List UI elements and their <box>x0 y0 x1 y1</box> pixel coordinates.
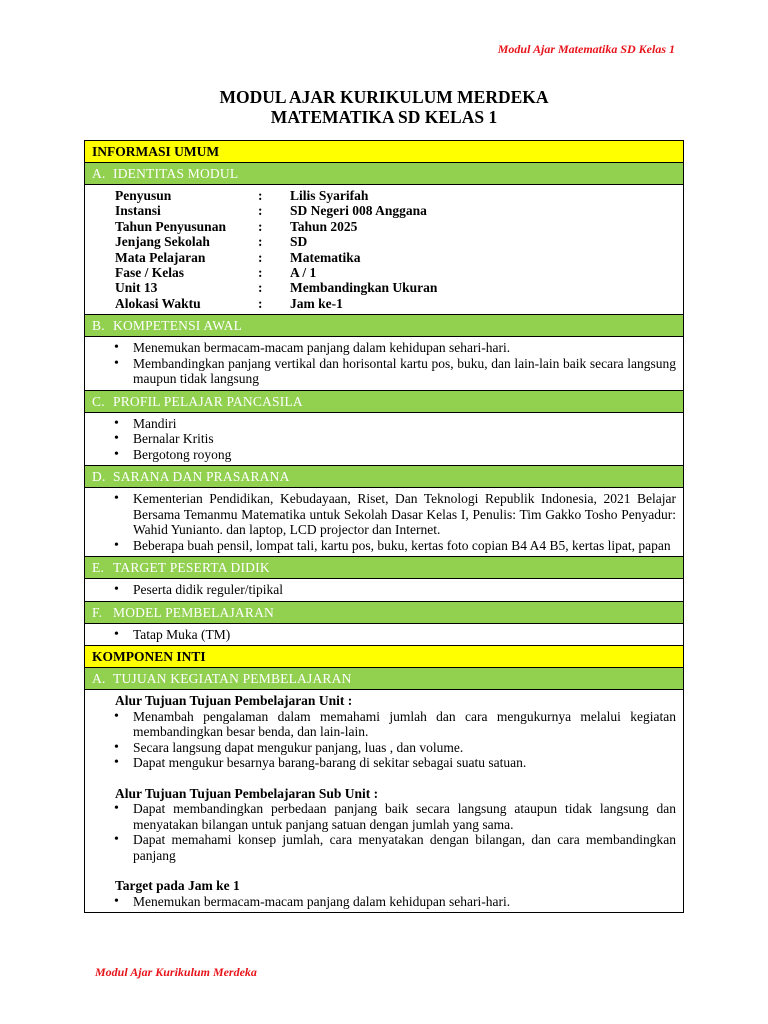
sarana-heading: SARANA DAN PRASARANA <box>113 469 290 485</box>
tujuan-letter: A. <box>92 671 106 687</box>
sarana-letter: D. <box>92 469 106 485</box>
kompetensi-body <box>85 337 683 391</box>
identitas-sep: : <box>258 218 263 234</box>
list-item: • Beberapa buah pensil, lompat tali, kartu pos, buku, kertas foto copian B4 A4 B5, kertas lipat, papan <box>133 538 676 554</box>
list-item: • Membandingkan panjang vertikal dan horisontal kartu pos, buku, dan lain-lain baik secara langsung maupun tidak langsung <box>133 356 676 387</box>
identitas-heading: IDENTITAS MODUL <box>113 166 239 181</box>
identitas-header <box>85 163 683 185</box>
identitas-row <box>115 203 676 218</box>
list-item: • Kementerian Pendidikan, Kebudayaan, Riset, Dan Teknologi Republik Indonesia, 2021 Belajar Bersama Temanmu Matematika untuk Sekolah Dasar Kelas I, Penulis: Tim Gakko Tosho Penyadur: Wahid Yunianto. dan laptop, LCD projector dan Internet. <box>133 491 676 538</box>
identitas-key: Unit 13 <box>115 280 158 296</box>
identitas-key: Jenjang Sekolah <box>115 234 210 250</box>
sarana-body <box>85 488 683 557</box>
profil-letter: C. <box>92 393 105 409</box>
list-item: • Dapat mengukur besarnya barang-barang di sekitar sebagai suatu satuan. <box>133 755 676 771</box>
header-note: Modul Ajar Matematika SD Kelas 1 <box>497 42 675 56</box>
identitas-sep: : <box>258 295 263 311</box>
model-letter: F. <box>92 604 103 620</box>
list-item: • Secara langsung dapat mengukur panjang, luas , dan volume. <box>133 740 676 756</box>
sarana-header <box>85 466 683 488</box>
target-heading: TARGET PESERTA DIDIK <box>113 560 270 576</box>
identitas-value: Jam ke-1 <box>290 295 343 311</box>
model-body <box>85 624 683 647</box>
identitas-row <box>115 234 676 249</box>
footer-note: Modul Ajar Kurikulum Merdeka <box>95 965 257 979</box>
identitas-letter: A. <box>92 166 106 181</box>
profil-header <box>85 391 683 413</box>
kompetensi-letter: B. <box>92 318 105 334</box>
unit-subtitle: Alur Tujuan Tujuan Pembelajaran Unit : <box>115 693 353 709</box>
subunit-subtitle: Alur Tujuan Tujuan Pembelajaran Sub Unit : <box>115 785 379 801</box>
identitas-key: Penyusun <box>115 188 172 203</box>
model-header <box>85 602 683 624</box>
profil-heading: PROFIL PELAJAR PANCASILA <box>113 393 303 409</box>
list-item: • Menambah pengalaman dalam memahami jumlah dan cara mengukurnya melalui kegiatan membandingkan besar benda, dan lain-lain. <box>133 709 676 740</box>
identitas-value: SD <box>290 234 308 250</box>
identitas-value: Tahun 2025 <box>290 218 358 234</box>
identitas-key: Alokasi Waktu <box>115 295 201 311</box>
identitas-key: Mata Pelajaran <box>115 249 206 265</box>
list-item: • Bernalar Kritis <box>133 431 676 447</box>
tujuan-body <box>85 690 683 912</box>
title-line-1: MODUL AJAR KURIKULUM MERDEKA <box>219 87 549 107</box>
identitas-sep: : <box>258 280 263 296</box>
kompetensi-heading: KOMPETENSI AWAL <box>113 318 243 334</box>
title-line-2: MATEMATIKA SD KELAS 1 <box>270 107 498 127</box>
identitas-body <box>85 185 683 315</box>
identitas-key: Fase / Kelas <box>115 264 184 280</box>
kompetensi-header <box>85 315 683 337</box>
identitas-key: Instansi <box>115 203 161 219</box>
list-item: • Mandiri <box>133 416 676 432</box>
identitas-key: Tahun Penyusunan <box>115 218 226 234</box>
target-letter: E. <box>92 560 105 576</box>
identitas-value: Lilis Syarifah <box>290 188 369 203</box>
identitas-row <box>115 188 676 203</box>
identitas-value: SD Negeri 008 Anggana <box>290 203 427 219</box>
list-item: • Menemukan bermacam-macam panjang dalam kehidupan sehari-hari. <box>133 894 676 910</box>
identitas-row <box>115 296 676 311</box>
document-title <box>0 87 768 127</box>
identitas-value: Membandingkan Ukuran <box>290 280 438 296</box>
tujuan-heading: TUJUAN KEGIATAN PEMBELAJARAN <box>113 671 352 687</box>
jam-subtitle: Target pada Jam ke 1 <box>115 878 240 894</box>
target-body <box>85 579 683 602</box>
identitas-sep: : <box>258 249 263 265</box>
identitas-value: A / 1 <box>290 264 317 280</box>
profil-body <box>85 413 683 467</box>
identitas-row <box>115 280 676 295</box>
identitas-row <box>115 265 676 280</box>
identitas-value: Matematika <box>290 249 361 265</box>
tujuan-header <box>85 668 683 690</box>
identitas-sep: : <box>258 203 263 219</box>
list-item: • Dapat memahami konsep jumlah, cara menyatakan dengan bilangan, dan cara membandingkan panjang <box>133 832 676 863</box>
identitas-sep: : <box>258 188 263 203</box>
informasi-umum-header: INFORMASI UMUM <box>85 141 683 163</box>
target-header <box>85 557 683 579</box>
identitas-row <box>115 250 676 265</box>
identitas-sep: : <box>258 264 263 280</box>
komponen-inti-header: KOMPONEN INTI <box>85 646 683 668</box>
identitas-sep: : <box>258 234 263 250</box>
list-item: • Menemukan bermacam-macam panjang dalam kehidupan sehari-hari. <box>133 340 676 356</box>
list-item: • Bergotong royong <box>133 447 676 463</box>
model-heading: MODEL PEMBELAJARAN <box>113 604 274 620</box>
module-table <box>84 140 684 913</box>
list-item: • Tatap Muka (TM) <box>133 627 676 643</box>
list-item: • Dapat membandingkan perbedaan panjang baik secara langsung ataupun tidak langsung dan menyatakan bilangan untuk panjang satuan dengan jumlah yang sama. <box>133 801 676 832</box>
identitas-row <box>115 219 676 234</box>
list-item: • Peserta didik reguler/tipikal <box>133 582 676 598</box>
